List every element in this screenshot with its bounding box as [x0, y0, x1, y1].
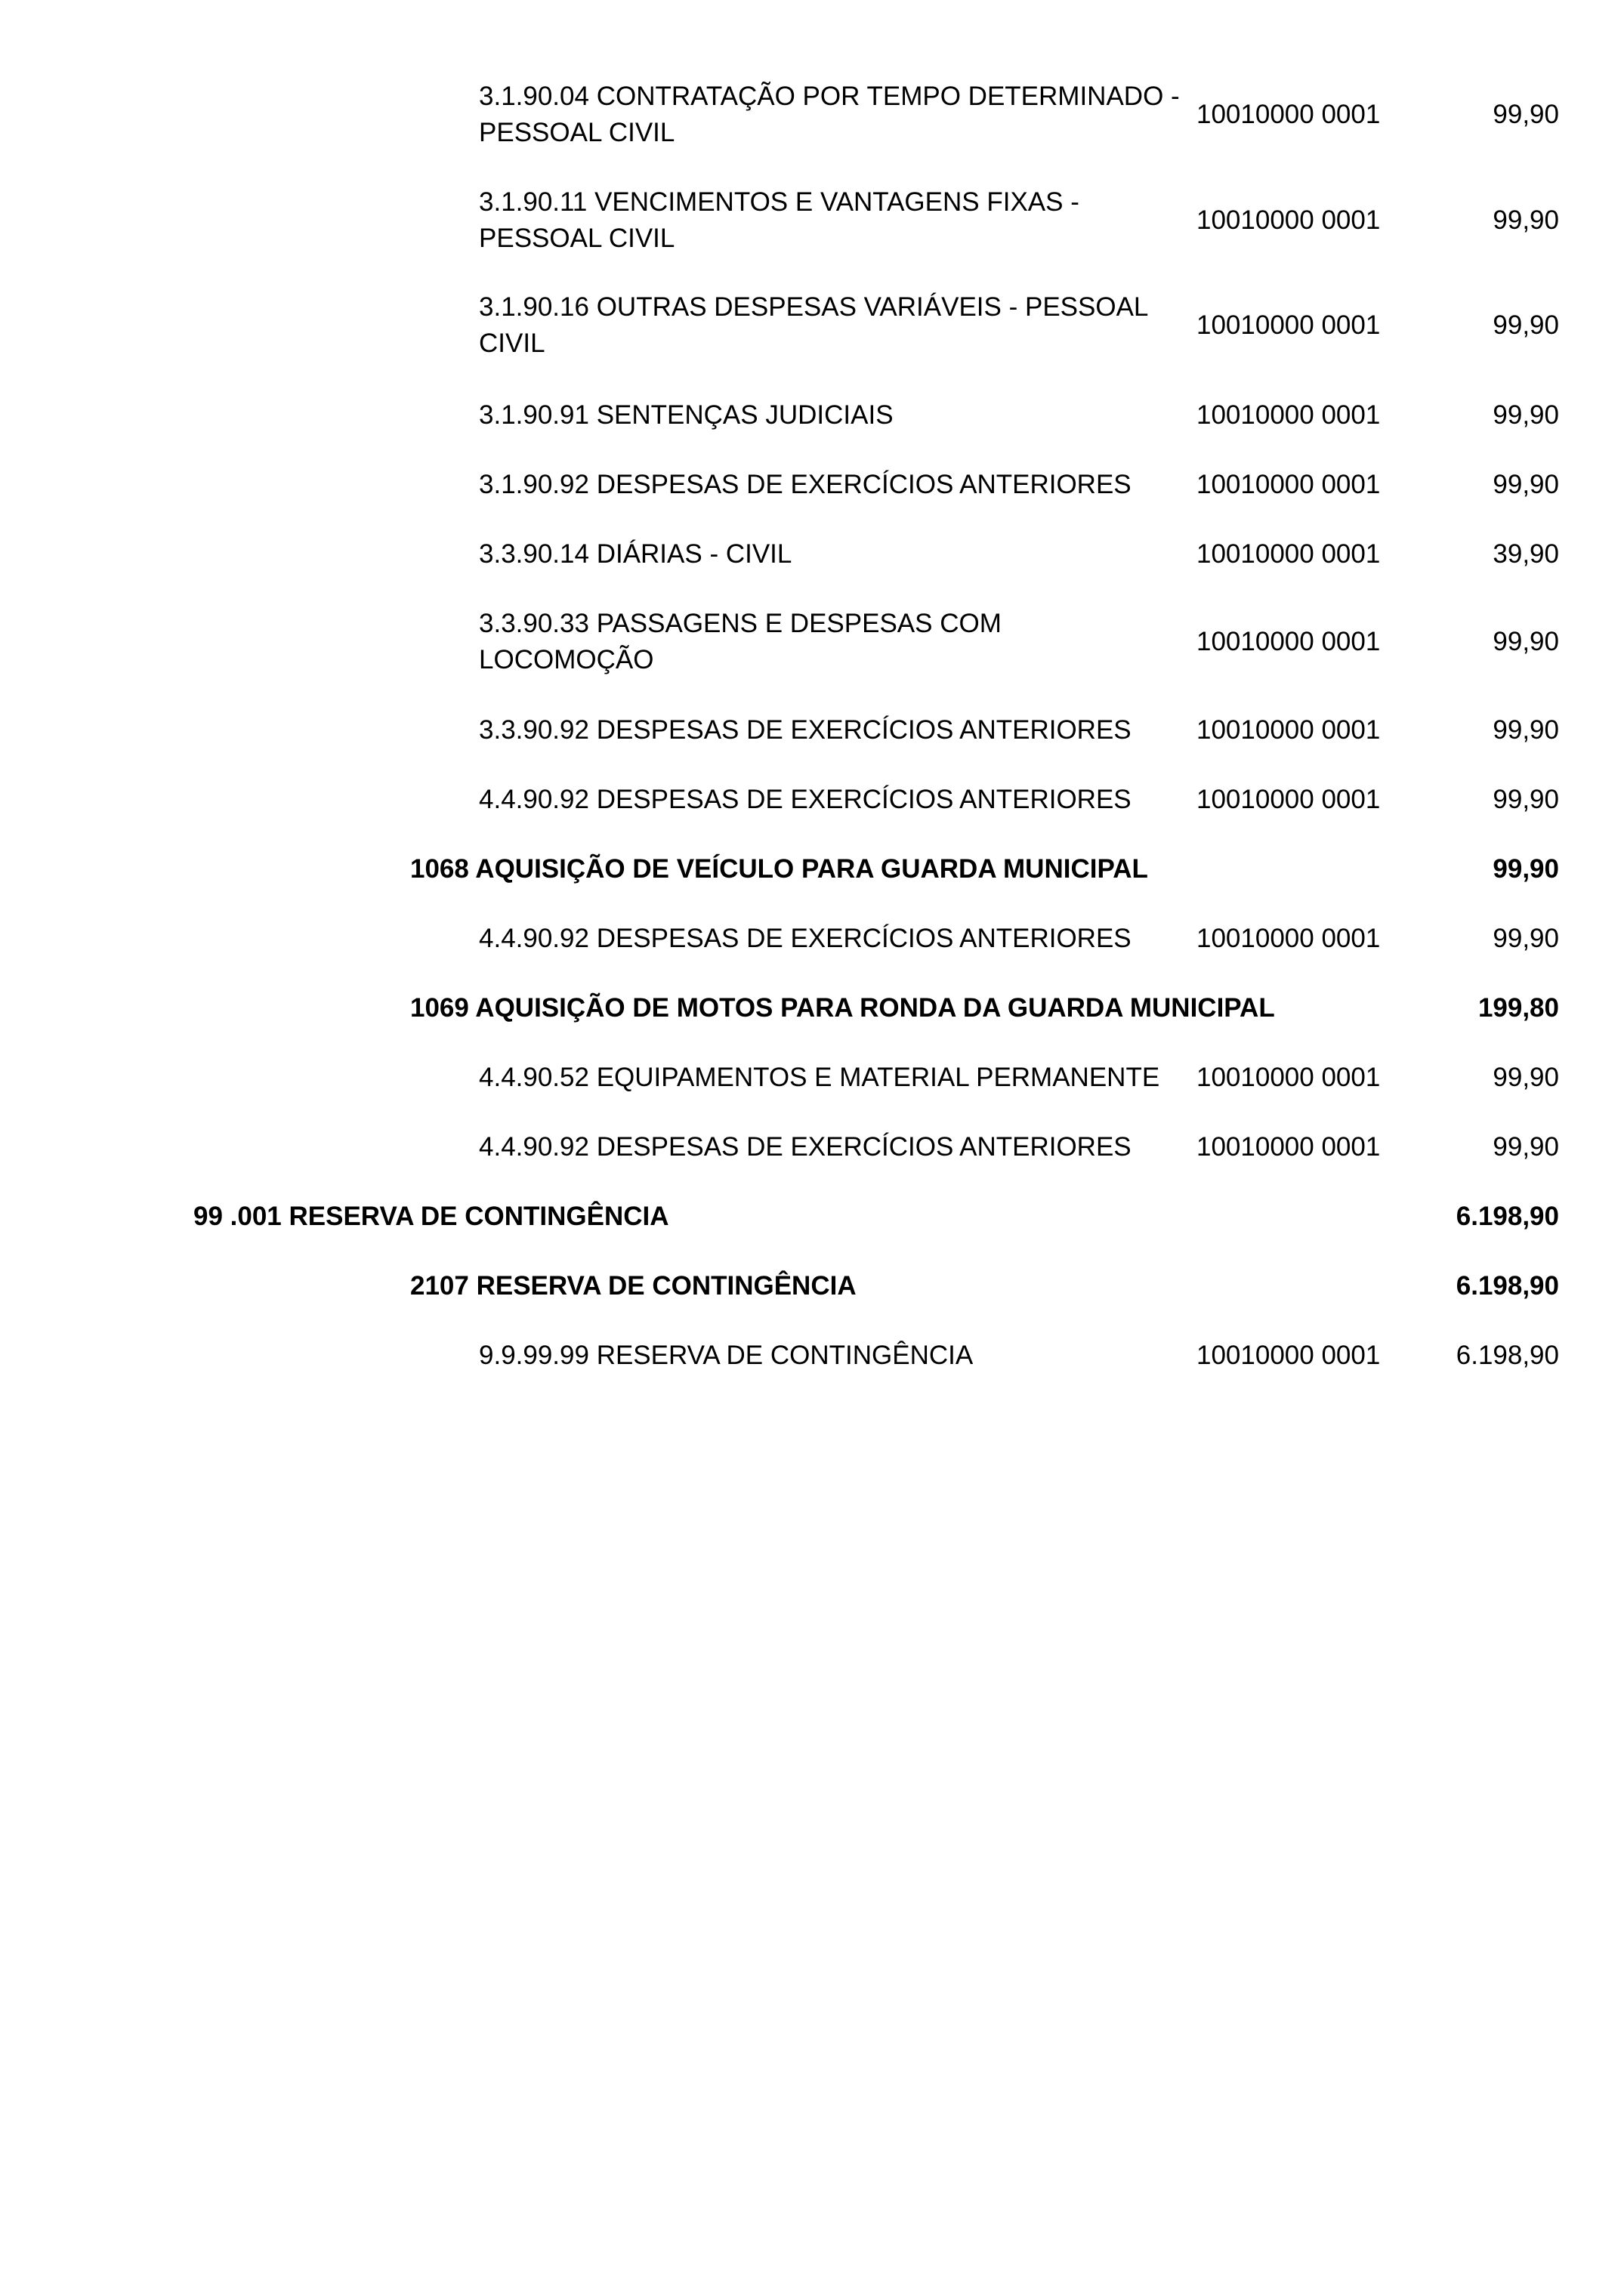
source-code: 10010000 0001	[1196, 100, 1381, 129]
amount: 99,90	[1493, 470, 1559, 499]
expense-description: 3.3.90.92 DESPESAS DE EXERCÍCIOS ANTERIORES	[479, 715, 1132, 745]
source-code: 10010000 0001	[1196, 470, 1381, 499]
table-row	[0, 397, 1624, 434]
expense-description: 4.4.90.92 DESPESAS DE EXERCÍCIOS ANTERIORES	[479, 924, 1132, 953]
table-row	[0, 1338, 1624, 1374]
expense-description: 3.3.90.33 PASSAGENS E DESPESAS COM LOCOMOÇÃO	[479, 609, 1002, 674]
table-row	[0, 782, 1624, 818]
unit-total: 6.198,90	[1456, 1202, 1559, 1231]
action-title: 1069 AQUISIÇÃO DE MOTOS PARA RONDA DA GUARDA MUNICIPAL	[410, 993, 1275, 1023]
table-row	[0, 712, 1624, 748]
source-code: 10010000 0001	[1196, 539, 1381, 569]
unit-row	[0, 1199, 1624, 1235]
source-code: 10010000 0001	[1196, 400, 1381, 430]
amount: 99,90	[1493, 100, 1559, 129]
table-row	[0, 1129, 1624, 1165]
action-row	[0, 1268, 1624, 1304]
source-code: 10010000 0001	[1196, 205, 1381, 235]
amount: 99,90	[1493, 715, 1559, 745]
amount: 99,90	[1493, 924, 1559, 953]
expense-description: 3.3.90.14 DIÁRIAS - CIVIL	[479, 539, 792, 569]
expense-description: 3.1.90.91 SENTENÇAS JUDICIAIS	[479, 400, 894, 430]
source-code: 10010000 0001	[1196, 924, 1381, 953]
action-total: 6.198,90	[1456, 1271, 1559, 1301]
source-code: 10010000 0001	[1196, 627, 1381, 656]
action-title: 2107 RESERVA DE CONTINGÊNCIA	[410, 1271, 857, 1301]
amount: 39,90	[1493, 539, 1559, 569]
amount: 99,90	[1493, 400, 1559, 430]
amount: 99,90	[1493, 785, 1559, 814]
amount: 6.198,90	[1456, 1341, 1559, 1370]
table-row	[0, 606, 1624, 678]
table-row	[0, 289, 1624, 362]
amount: 99,90	[1493, 205, 1559, 235]
expense-description: 3.1.90.11 VENCIMENTOS E VANTAGENS FIXAS - PESSOAL CIVIL	[479, 187, 1079, 253]
source-code: 10010000 0001	[1196, 715, 1381, 745]
table-row	[0, 1060, 1624, 1096]
expense-description: 3.1.90.92 DESPESAS DE EXERCÍCIOS ANTERIORES	[479, 470, 1132, 499]
action-row	[0, 990, 1624, 1026]
action-row	[0, 851, 1624, 887]
source-code: 10010000 0001	[1196, 785, 1381, 814]
amount: 99,90	[1493, 627, 1559, 656]
amount: 99,90	[1493, 1132, 1559, 1162]
expense-description: 9.9.99.99 RESERVA DE CONTINGÊNCIA	[479, 1341, 974, 1370]
source-code: 10010000 0001	[1196, 1341, 1381, 1370]
amount: 99,90	[1493, 310, 1559, 340]
table-row	[0, 79, 1624, 151]
expense-description: 3.1.90.16 OUTRAS DESPESAS VARIÁVEIS - PESSOAL CIVIL	[479, 292, 1148, 358]
amount: 99,90	[1493, 1063, 1559, 1092]
expense-description: 4.4.90.52 EQUIPAMENTOS E MATERIAL PERMANENTE	[479, 1063, 1160, 1092]
action-title: 1068 AQUISIÇÃO DE VEÍCULO PARA GUARDA MUNICIPAL	[410, 854, 1148, 884]
table-row	[0, 467, 1624, 503]
table-row	[0, 921, 1624, 957]
unit-title: 99 .001 RESERVA DE CONTINGÊNCIA	[193, 1202, 669, 1231]
expense-description: 4.4.90.92 DESPESAS DE EXERCÍCIOS ANTERIORES	[479, 1132, 1132, 1162]
source-code: 10010000 0001	[1196, 1063, 1381, 1092]
action-total: 99,90	[1493, 854, 1559, 884]
table-row	[0, 536, 1624, 572]
expense-description: 3.1.90.04 CONTRATAÇÃO POR TEMPO DETERMINADO - PESSOAL CIVIL	[479, 82, 1180, 147]
table-row	[0, 184, 1624, 257]
expense-description: 4.4.90.92 DESPESAS DE EXERCÍCIOS ANTERIORES	[479, 785, 1132, 814]
source-code: 10010000 0001	[1196, 310, 1381, 340]
source-code: 10010000 0001	[1196, 1132, 1381, 1162]
action-total: 199,80	[1477, 993, 1559, 1023]
